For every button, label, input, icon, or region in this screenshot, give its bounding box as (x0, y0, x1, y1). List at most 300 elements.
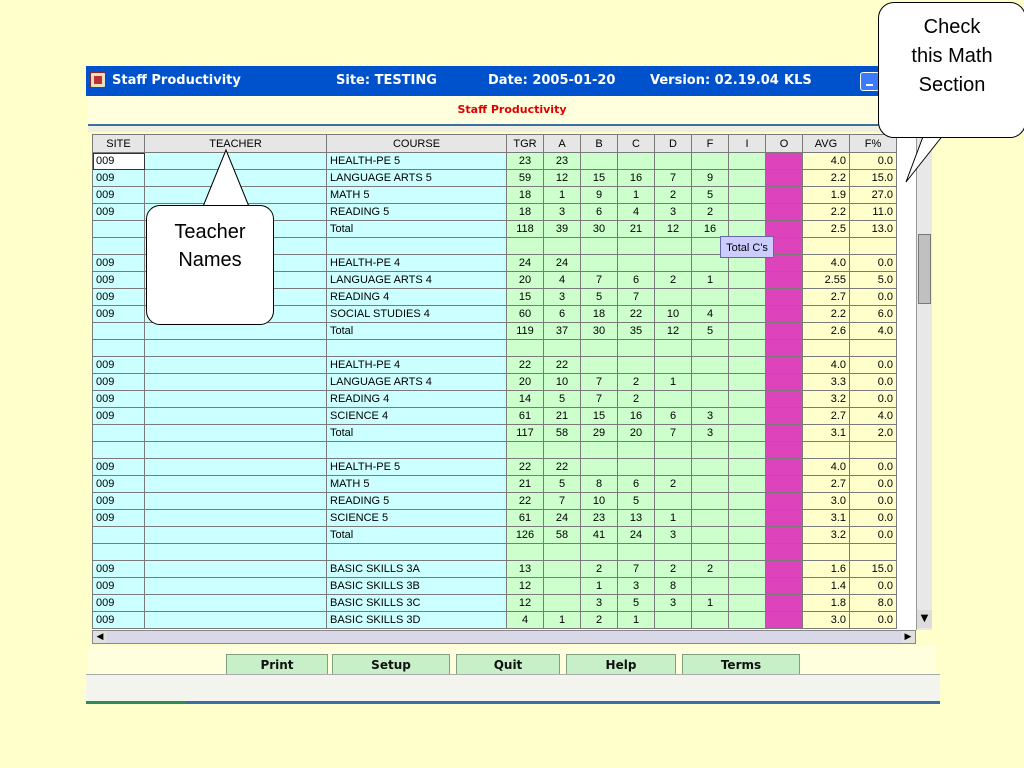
cell-a: 12 (544, 170, 581, 187)
table-row[interactable] (93, 442, 897, 459)
cell-course: HEALTH-PE 4 (327, 357, 507, 374)
cell-b: 5 (581, 289, 618, 306)
cell-o (766, 374, 803, 391)
cell-fpct: 15.0 (850, 561, 897, 578)
column-header-site[interactable]: SITE (93, 135, 145, 153)
cell-a (544, 544, 581, 561)
scroll-right-arrow-icon[interactable]: ▶ (901, 631, 915, 643)
cell-b: 8 (581, 476, 618, 493)
cell-fpct: 0.0 (850, 459, 897, 476)
cell-tgr: 61 (507, 510, 544, 527)
cell-site: 009 (93, 289, 145, 306)
cell-c: 13 (618, 510, 655, 527)
column-header-course[interactable]: COURSE (327, 135, 507, 153)
cell-course: BASIC SKILLS 3D (327, 612, 507, 629)
cell-c: 3 (618, 578, 655, 595)
cell-c: 21 (618, 221, 655, 238)
cell-b: 15 (581, 408, 618, 425)
cell-a (544, 340, 581, 357)
column-header-o[interactable]: O (766, 135, 803, 153)
cell-course: LANGUAGE ARTS 4 (327, 374, 507, 391)
cell-fpct: 0.0 (850, 391, 897, 408)
cell-i (729, 204, 766, 221)
cell-a: 3 (544, 289, 581, 306)
column-header-i[interactable]: I (729, 135, 766, 153)
cell-tgr: 119 (507, 323, 544, 340)
math-callout-line3: Section (918, 74, 986, 96)
cell-avg (803, 238, 850, 255)
table-row[interactable] (93, 170, 897, 187)
cell-b (581, 255, 618, 272)
column-header-avg[interactable]: AVG (803, 135, 850, 153)
cell-i (729, 170, 766, 187)
cell-teacher (145, 153, 327, 170)
cell-course: LANGUAGE ARTS 4 (327, 272, 507, 289)
cell-fpct: 4.0 (850, 408, 897, 425)
cell-o (766, 357, 803, 374)
cell-tgr: 15 (507, 289, 544, 306)
cell-b: 2 (581, 561, 618, 578)
vertical-scrollbar[interactable] (916, 134, 932, 630)
quit-button[interactable]: Quit (456, 654, 560, 674)
cell-avg: 2.7 (803, 289, 850, 306)
cell-site: 009 (93, 170, 145, 187)
cell-a: 22 (544, 357, 581, 374)
cell-i (729, 561, 766, 578)
table-row[interactable] (93, 374, 897, 391)
cell-tgr (507, 238, 544, 255)
cell-course: Total (327, 221, 507, 238)
cell-b (581, 544, 618, 561)
cell-f: 1 (692, 272, 729, 289)
cell-site (93, 442, 145, 459)
setup-button[interactable]: Setup (332, 654, 450, 674)
cell-tgr: 61 (507, 408, 544, 425)
cell-c (618, 255, 655, 272)
cell-d (655, 357, 692, 374)
cell-o (766, 391, 803, 408)
scroll-left-arrow-icon[interactable]: ◀ (93, 631, 107, 643)
cell-o (766, 340, 803, 357)
cell-c: 6 (618, 476, 655, 493)
cell-d: 7 (655, 170, 692, 187)
cell-fpct: 0.0 (850, 476, 897, 493)
cell-d: 3 (655, 527, 692, 544)
window-title: Staff Productivity (112, 73, 241, 88)
cell-avg: 2.2 (803, 170, 850, 187)
cell-d: 1 (655, 374, 692, 391)
cell-c: 7 (618, 289, 655, 306)
math-callout-line1: Check (923, 16, 981, 38)
cell-site: 009 (93, 408, 145, 425)
cell-i (729, 595, 766, 612)
table-row[interactable] (93, 425, 897, 442)
table-row[interactable] (93, 408, 897, 425)
cell-fpct: 0.0 (850, 374, 897, 391)
cell-f (692, 510, 729, 527)
table-row[interactable] (93, 493, 897, 510)
cell-i (729, 187, 766, 204)
cell-site: 009 (93, 510, 145, 527)
cell-tgr: 20 (507, 374, 544, 391)
cell-f: 5 (692, 187, 729, 204)
cell-a (544, 595, 581, 612)
table-row[interactable] (93, 323, 897, 340)
cell-course (327, 238, 507, 255)
cell-c: 5 (618, 493, 655, 510)
cell-f: 2 (692, 561, 729, 578)
cell-c (618, 238, 655, 255)
cell-a (544, 561, 581, 578)
cell-teacher (145, 510, 327, 527)
cell-teacher (145, 476, 327, 493)
cell-b: 10 (581, 493, 618, 510)
cell-fpct: 8.0 (850, 595, 897, 612)
cell-teacher (145, 408, 327, 425)
table-row[interactable] (93, 510, 897, 527)
cell-tgr: 4 (507, 612, 544, 629)
cell-teacher (145, 459, 327, 476)
cell-fpct (850, 544, 897, 561)
cell-tgr: 22 (507, 357, 544, 374)
column-header-fpct[interactable]: F% (850, 135, 897, 153)
cell-i (729, 510, 766, 527)
cell-tgr: 24 (507, 255, 544, 272)
cell-o (766, 527, 803, 544)
cell-avg: 3.1 (803, 425, 850, 442)
cell-o (766, 442, 803, 459)
cell-course: Total (327, 527, 507, 544)
cell-avg: 3.3 (803, 374, 850, 391)
table-row[interactable] (93, 340, 897, 357)
cell-fpct (850, 238, 897, 255)
minimize-button[interactable] (860, 72, 880, 91)
cell-a: 37 (544, 323, 581, 340)
table-row[interactable] (93, 459, 897, 476)
cell-site: 009 (93, 306, 145, 323)
cell-site (93, 238, 145, 255)
cell-fpct: 27.0 (850, 187, 897, 204)
cell-fpct: 13.0 (850, 221, 897, 238)
cell-avg: 2.2 (803, 204, 850, 221)
cell-avg: 2.2 (803, 306, 850, 323)
cell-f (692, 578, 729, 595)
cell-o (766, 544, 803, 561)
cell-course: HEALTH-PE 4 (327, 255, 507, 272)
cell-c: 22 (618, 306, 655, 323)
cell-course (327, 340, 507, 357)
cell-f: 3 (692, 408, 729, 425)
cell-course: READING 4 (327, 289, 507, 306)
cell-d: 2 (655, 272, 692, 289)
cell-avg: 1.6 (803, 561, 850, 578)
cell-avg: 3.1 (803, 510, 850, 527)
cell-site (93, 323, 145, 340)
cell-i (729, 425, 766, 442)
cell-site: 009 (93, 476, 145, 493)
cell-teacher (145, 578, 327, 595)
cell-tgr: 60 (507, 306, 544, 323)
horizontal-scrollbar[interactable] (92, 630, 916, 644)
cell-tgr: 23 (507, 153, 544, 170)
cell-avg: 1.9 (803, 187, 850, 204)
cell-b: 30 (581, 221, 618, 238)
cell-course: HEALTH-PE 5 (327, 153, 507, 170)
cell-i (729, 527, 766, 544)
cell-d: 7 (655, 425, 692, 442)
cell-c (618, 459, 655, 476)
cell-o (766, 459, 803, 476)
cell-f: 5 (692, 323, 729, 340)
cell-b: 2 (581, 612, 618, 629)
cell-course: Total (327, 323, 507, 340)
user-label: KLS (784, 73, 812, 88)
cell-d (655, 493, 692, 510)
cell-o (766, 170, 803, 187)
cell-site: 009 (93, 612, 145, 629)
column-header-f[interactable]: F (692, 135, 729, 153)
cell-o (766, 510, 803, 527)
cell-f: 9 (692, 170, 729, 187)
cell-course: Total (327, 425, 507, 442)
cell-c: 7 (618, 561, 655, 578)
cell-avg: 4.0 (803, 255, 850, 272)
report-banner: Staff Productivity (88, 96, 936, 124)
cell-c: 20 (618, 425, 655, 442)
cell-course: LANGUAGE ARTS 5 (327, 170, 507, 187)
vertical-scroll-thumb[interactable] (918, 234, 931, 304)
cell-c: 5 (618, 595, 655, 612)
cell-site: 009 (93, 255, 145, 272)
cell-f: 16 (692, 221, 729, 238)
cell-b: 7 (581, 272, 618, 289)
cell-teacher (145, 374, 327, 391)
cell-d: 2 (655, 187, 692, 204)
column-header-c[interactable]: C (618, 135, 655, 153)
cell-d: 12 (655, 221, 692, 238)
cell-f (692, 612, 729, 629)
cell-a: 23 (544, 153, 581, 170)
cell-i (729, 357, 766, 374)
status-bar (86, 674, 940, 704)
cell-c: 16 (618, 408, 655, 425)
cell-avg: 2.7 (803, 408, 850, 425)
cell-a: 39 (544, 221, 581, 238)
teacher-callout-line1: Teacher (174, 221, 246, 243)
cell-a: 24 (544, 510, 581, 527)
cell-o (766, 408, 803, 425)
cell-a: 1 (544, 612, 581, 629)
cell-d (655, 391, 692, 408)
cell-tgr: 20 (507, 272, 544, 289)
cell-f (692, 340, 729, 357)
cell-a: 1 (544, 187, 581, 204)
math-section-callout (878, 2, 1024, 138)
teacher-callout-line2: Names (178, 249, 242, 271)
cell-site (93, 221, 145, 238)
table-row[interactable] (93, 578, 897, 595)
cell-o (766, 578, 803, 595)
print-button[interactable]: Print (226, 654, 328, 674)
cell-i (729, 578, 766, 595)
cell-c: 16 (618, 170, 655, 187)
table-row[interactable] (93, 544, 897, 561)
cell-site (93, 544, 145, 561)
cell-course (327, 442, 507, 459)
cell-fpct: 4.0 (850, 323, 897, 340)
column-header-a[interactable]: A (544, 135, 581, 153)
cell-o (766, 425, 803, 442)
cell-fpct: 2.0 (850, 425, 897, 442)
help-button[interactable]: Help (566, 654, 676, 674)
cell-i (729, 612, 766, 629)
cell-i (729, 323, 766, 340)
math-callout-line2: this Math (911, 45, 993, 67)
cell-fpct: 11.0 (850, 204, 897, 221)
cell-teacher (145, 561, 327, 578)
cell-f (692, 289, 729, 306)
cell-d: 8 (655, 578, 692, 595)
cell-tgr: 14 (507, 391, 544, 408)
cell-b (581, 153, 618, 170)
table-row[interactable] (93, 187, 897, 204)
cell-f (692, 153, 729, 170)
cell-i (729, 272, 766, 289)
cell-b (581, 340, 618, 357)
cell-f (692, 493, 729, 510)
cell-course: HEALTH-PE 5 (327, 459, 507, 476)
cell-f: 4 (692, 306, 729, 323)
cell-fpct: 0.0 (850, 255, 897, 272)
cell-b (581, 442, 618, 459)
cell-a: 5 (544, 391, 581, 408)
cell-i (729, 391, 766, 408)
table-row[interactable] (93, 595, 897, 612)
cell-i (729, 153, 766, 170)
cell-avg: 4.0 (803, 357, 850, 374)
cell-b: 18 (581, 306, 618, 323)
cell-i (729, 544, 766, 561)
cell-o (766, 595, 803, 612)
table-row[interactable] (93, 153, 897, 170)
terms-button[interactable]: Terms (682, 654, 800, 674)
column-header-teacher[interactable]: TEACHER (145, 135, 327, 153)
cell-avg: 2.5 (803, 221, 850, 238)
cell-site: 009 (93, 561, 145, 578)
cell-avg (803, 442, 850, 459)
column-header-b[interactable]: B (581, 135, 618, 153)
cell-o (766, 204, 803, 221)
table-row[interactable] (93, 357, 897, 374)
cell-a (544, 578, 581, 595)
cell-site: 009 (93, 595, 145, 612)
cell-b: 6 (581, 204, 618, 221)
cell-d (655, 340, 692, 357)
cell-o (766, 323, 803, 340)
cell-o (766, 272, 803, 289)
table-row[interactable] (93, 391, 897, 408)
cell-o (766, 493, 803, 510)
cell-fpct: 0.0 (850, 153, 897, 170)
cell-c (618, 357, 655, 374)
cell-b: 23 (581, 510, 618, 527)
cell-tgr: 12 (507, 595, 544, 612)
table-row[interactable] (93, 561, 897, 578)
cell-a: 6 (544, 306, 581, 323)
cell-teacher (145, 493, 327, 510)
cell-c: 1 (618, 187, 655, 204)
cell-avg: 4.0 (803, 153, 850, 170)
cell-site: 009 (93, 374, 145, 391)
cell-o (766, 153, 803, 170)
cell-teacher (145, 391, 327, 408)
cell-course: BASIC SKILLS 3C (327, 595, 507, 612)
cell-d (655, 153, 692, 170)
table-row[interactable] (93, 527, 897, 544)
cell-d (655, 612, 692, 629)
cell-i (729, 459, 766, 476)
cell-teacher (145, 425, 327, 442)
cell-fpct: 0.0 (850, 289, 897, 306)
cell-d: 1 (655, 510, 692, 527)
cell-avg: 1.8 (803, 595, 850, 612)
cell-d (655, 459, 692, 476)
cell-teacher (145, 612, 327, 629)
cell-course: READING 5 (327, 493, 507, 510)
cell-course: READING 4 (327, 391, 507, 408)
cell-fpct: 15.0 (850, 170, 897, 187)
app-icon (90, 72, 106, 88)
cell-i (729, 408, 766, 425)
cell-tgr: 59 (507, 170, 544, 187)
cell-f (692, 374, 729, 391)
total-cs-tooltip: Total C's (720, 236, 774, 258)
cell-b: 30 (581, 323, 618, 340)
site-label: Site: TESTING (336, 73, 437, 88)
cell-o (766, 306, 803, 323)
cell-i (729, 374, 766, 391)
cell-o (766, 561, 803, 578)
cell-a: 3 (544, 204, 581, 221)
cell-tgr: 126 (507, 527, 544, 544)
table-row[interactable] (93, 612, 897, 629)
cell-site (93, 425, 145, 442)
cell-f (692, 357, 729, 374)
cell-d (655, 442, 692, 459)
cell-c (618, 153, 655, 170)
cell-tgr: 118 (507, 221, 544, 238)
cell-course: MATH 5 (327, 476, 507, 493)
column-header-tgr[interactable]: TGR (507, 135, 544, 153)
scroll-down-arrow-icon[interactable]: ▼ (917, 610, 932, 628)
cell-tgr: 18 (507, 187, 544, 204)
cell-site: 009 (93, 391, 145, 408)
cell-tgr: 18 (507, 204, 544, 221)
cell-b: 1 (581, 578, 618, 595)
cell-b: 9 (581, 187, 618, 204)
cell-teacher (145, 170, 327, 187)
cell-d (655, 544, 692, 561)
cell-a (544, 238, 581, 255)
cell-d: 2 (655, 476, 692, 493)
table-row[interactable] (93, 476, 897, 493)
cell-c: 24 (618, 527, 655, 544)
cell-teacher (145, 595, 327, 612)
column-header-d[interactable]: D (655, 135, 692, 153)
cell-course: READING 5 (327, 204, 507, 221)
cell-tgr: 22 (507, 493, 544, 510)
cell-fpct: 0.0 (850, 510, 897, 527)
